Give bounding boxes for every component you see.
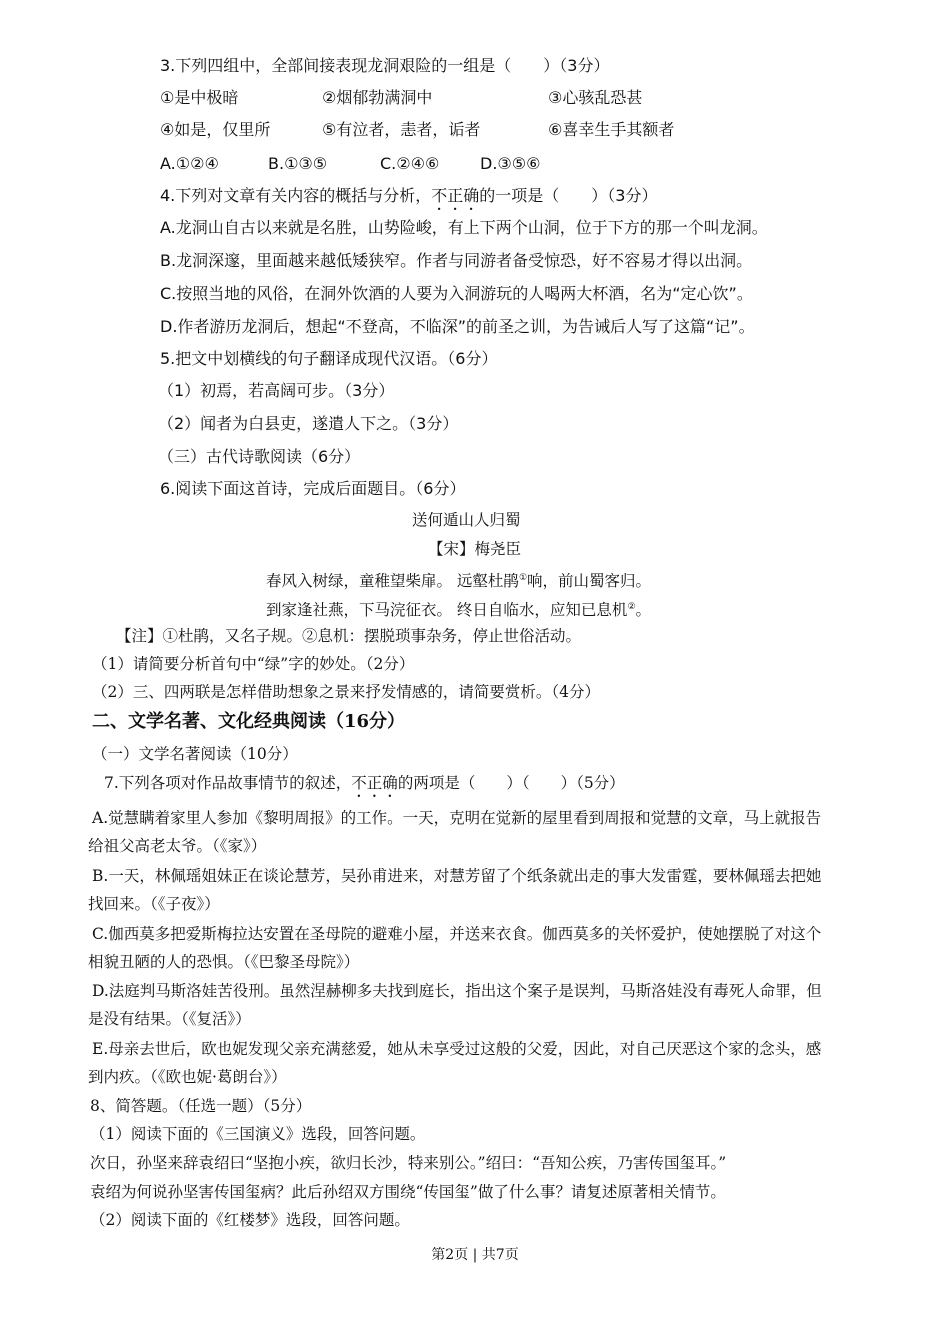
poem-note: 【注】①杜鹃，又名子规。②息机：摆脱琐事杂务，停止世俗活动。 — [116, 627, 582, 645]
poem-author: 【宋】梅尧臣 — [428, 540, 522, 558]
page-footer: 第2页 | 共7页 — [431, 1247, 519, 1263]
q6-stem: 6.阅读下面这首诗，完成后面题目。（6分） — [160, 479, 466, 498]
q7-stem-emphasis: 不正确 — [351, 774, 398, 792]
poem-title: 送何遁山人归蜀 — [412, 511, 521, 529]
q6-sub1: （1）请简要分析首句中“绿”字的妙处。（2分） — [92, 655, 415, 673]
q3-choice-a: A.①②④ — [160, 154, 219, 173]
q4-option-b: B.龙洞深邃，里面越来越低矮狭窄。作者与同游者备受惊恐，好不容易才得以出洞。 — [160, 251, 753, 270]
q5-sub1: （1）初焉，若高阔可步。（3分） — [158, 381, 395, 400]
q4-option-d: D.作者游历龙洞后，想起“不登高，不临深”的前圣之训，为告诫后人写了这篇“记”。 — [160, 317, 755, 336]
q3-item: ①是中极暗 — [160, 88, 239, 107]
q3-item: ⑤有泣者，恚者，诟者 — [322, 120, 481, 139]
q8-sub2: （2）阅读下面的《红楼梦》选段，回答问题。 — [90, 1211, 410, 1229]
q3-item: ④如是，仅里所 — [160, 120, 271, 139]
q7-option-e: E.母亲去世后，欧也妮发现父亲充满慈爱，她从未享受过这般的父爱，因此，对自己厌恶这个家的念头，感 — [92, 1040, 822, 1058]
q4-option-a: A.龙洞山自古以来就是名胜，山势险峻，有上下两个山洞，位于下方的那一个叫龙洞。 — [160, 218, 768, 237]
q4-stem-pre: 4.下列对文章有关内容的概括与分析， — [160, 186, 432, 205]
q4-stem — [160, 186, 657, 214]
q7-option-d: D.法庭判马斯洛娃苦役刑。虽然涅赫柳多夫找到庭长，指出这个案子是误判，马斯洛娃没有毒死人命罪，但 — [92, 982, 822, 1000]
poem-text: 春风入树绿，童稚望柴扉。 远壑杜鹃 — [266, 572, 519, 591]
q3-item: ②烟郁勃满洞中 — [322, 88, 433, 107]
poem-text: 到家逢社燕，下马浣征衣。 终日自临水，应知已息机 — [266, 601, 628, 620]
q7-option-b: B.一天，林佩瑶姐妹正在谈论慧芳，吴孙甫进来，对慧芳留了个纸条就出走的事大发雷霆，要林佩瑶去把她 — [92, 867, 822, 885]
q3-item: ③心骇乱恐甚 — [548, 88, 643, 107]
q5-sub2: （2）闻者为白县吏，遂遣人下之。（3分） — [158, 414, 459, 433]
part3-heading: （三）古代诗歌阅读（6分） — [158, 447, 361, 466]
q3-item: ⑥喜幸生手其额者 — [548, 120, 675, 139]
q7-option-a: A.觉慧瞒着家里人参加《黎明周报》的工作。一天，克明在觉新的屋里看到周报和觉慧的文章，马上就报告 — [92, 809, 822, 827]
q6-sub2: （2）三、四两联是怎样借助想象之景来抒发情感的，请简要赏析。（4分） — [92, 683, 600, 701]
q8-stem: 8、简答题。（任选一题）（5分） — [90, 1097, 312, 1115]
q7-stem — [104, 773, 625, 801]
poem-text: 。 — [635, 601, 652, 620]
q7-option-b-cont: 找回来。（《子夜》） — [88, 895, 220, 913]
q4-option-c: C.按照当地的风俗，在洞外饮酒的人要为入洞游玩的人喝两大杯酒，名为“定心饮”。 — [160, 284, 753, 303]
q8-sub1: （1）阅读下面的《三国演义》选段，回答问题。 — [90, 1125, 426, 1143]
q3-choice-b: B.①③⑤ — [268, 154, 328, 173]
q8-quote: 次日，孙坚来辞袁绍曰“坚抱小疾，欲归长沙，特来别公。”绍曰：“吾知公疾，乃害传国玺耳。” — [90, 1154, 727, 1172]
q7-option-c-cont: 相貌丑陋的人的恐惧。（《巴黎圣母院》） — [88, 953, 360, 971]
q3-choice-d: D.③⑤⑥ — [480, 154, 541, 173]
poem-line-1 — [266, 568, 651, 591]
section-heading: 二、文学名著、文化经典阅读（16分） — [92, 711, 406, 732]
q4-stem-post: 的一项是（ ）（3分） — [479, 186, 658, 205]
q4-stem-emphasis: 不正确 — [431, 186, 480, 205]
q3-stem: 3.下列四组中，全部间接表现龙洞艰险的一组是（ ）（3分） — [160, 56, 610, 75]
q7-option-a-cont: 给祖父高老太爷。（《家》） — [88, 837, 267, 855]
q7-option-d-cont: 是没有结果。（《复活》） — [88, 1010, 251, 1028]
poem-text: 响，前山蜀客归。 — [527, 572, 652, 591]
poem-line-2 — [266, 597, 651, 620]
footnote-marker: ② — [627, 602, 636, 612]
q7-option-e-cont: 到内疚。（《欧也妮·葛朗台》） — [88, 1068, 287, 1086]
q5-stem: 5.把文中划横线的句子翻译成现代汉语。（6分） — [160, 349, 498, 368]
q7-option-c: C.伽西莫多把爱斯梅拉达安置在圣母院的避难小屋，并送来衣食。伽西莫多的关怀爱护，使她摆脱了对这个 — [92, 925, 822, 943]
subsection-heading: （一）文学名著阅读（10分） — [92, 745, 298, 763]
q7-stem-post: 的两项是（ ）（ ）（5分） — [397, 774, 625, 792]
q7-stem-pre: 7.下列各项对作品故事情节的叙述， — [104, 774, 352, 792]
q3-choice-c: C.②④⑥ — [380, 154, 440, 173]
q8-question: 袁绍为何说孙坚害传国玺病？此后孙绍双方围绕“传国玺”做了什么事？请复述原著相关情节。 — [90, 1183, 726, 1201]
footnote-marker: ① — [518, 573, 528, 583]
